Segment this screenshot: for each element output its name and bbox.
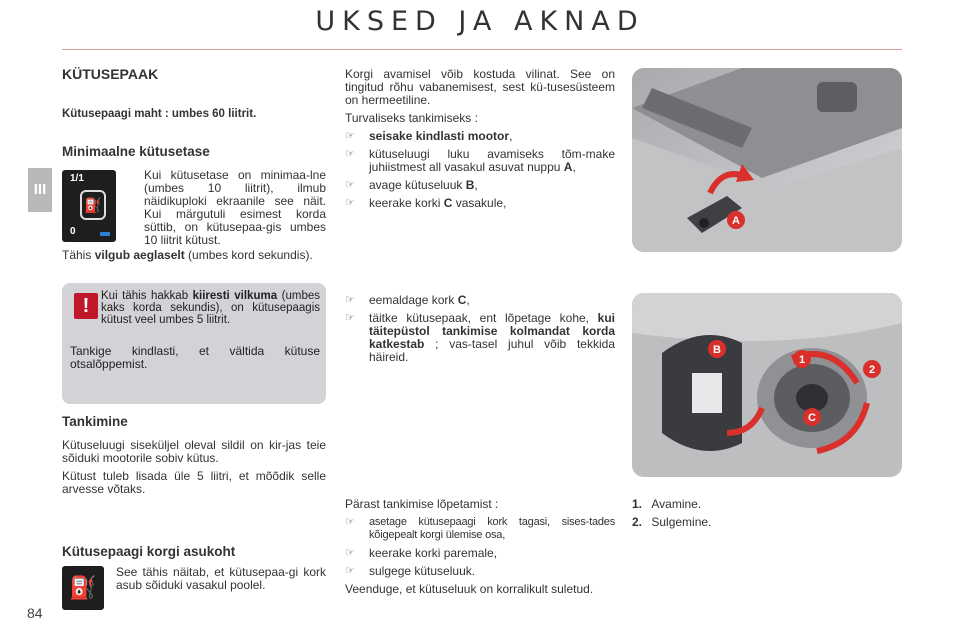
bullet-1-bold: seisake kindlasti mootor — [369, 129, 510, 143]
middle-column-bottom — [345, 498, 615, 601]
label-2: 2 — [868, 364, 876, 376]
list-text-1: Avamine. — [651, 497, 702, 511]
hand-pointer-icon: ☞ — [345, 312, 355, 324]
bullet-3-post: , — [474, 178, 478, 192]
list-item — [632, 513, 711, 531]
refuel-text — [62, 439, 326, 501]
min-level-title: Minimaalne kütusetase — [62, 144, 210, 159]
list-item — [345, 516, 615, 542]
bullet-5-pre: eemaldage kork — [369, 293, 458, 307]
list-item — [345, 565, 615, 578]
blink-post: (umbes kord sekundis). — [184, 248, 313, 262]
blink-pre: Tähis — [62, 248, 95, 262]
hand-pointer-icon: ☞ — [345, 294, 355, 306]
list-item — [345, 130, 615, 143]
warning-icon: ! — [74, 293, 98, 319]
blink-bold: vilgub aeglaselt — [94, 248, 185, 262]
fuel-pump-icon: ⛽ — [80, 190, 106, 220]
list-item — [345, 179, 615, 192]
refuel-paragraph-2: Kütust tuleb lisada üle 5 liitri, et mõõdik selle arvesse võtaks. — [62, 469, 326, 496]
warning-text-2: Tankige kindlasti, et vältida kütuse otsalõppemist. — [70, 344, 320, 371]
middle-column-top — [345, 68, 615, 215]
hand-pointer-icon: ☞ — [345, 148, 355, 160]
after-title: Pärast tankimise lõpetamist : — [345, 497, 499, 511]
list-num-1: 1. — [632, 497, 643, 511]
fuel-release-illustration — [632, 68, 902, 252]
label-1: 1 — [798, 354, 806, 366]
bullet-6-pre: täitke kütusepaak, ent lõpetage kohe, — [369, 311, 598, 325]
list-item — [345, 197, 615, 210]
bullet-5-bold: C — [457, 293, 467, 307]
note-pre: Kui tähis hakkab — [101, 290, 193, 302]
bullet-3-bold: B — [465, 178, 475, 192]
warning-text-1 — [101, 290, 320, 326]
bullet-5-post: , — [466, 293, 470, 307]
list-item — [632, 495, 711, 513]
hand-pointer-icon: ☞ — [345, 565, 355, 577]
cap-location-text: See tähis näitab, et kütusepaa-gi kork asub sõiduki vasakul poolel. — [116, 565, 326, 592]
fuel-release-photo — [632, 68, 902, 252]
list-item — [345, 312, 615, 364]
cap-location-title: Kütusepaagi korgi asukoht — [62, 544, 236, 559]
hand-pointer-icon: ☞ — [345, 516, 355, 528]
note-bold: kiiresti vilkuma — [192, 290, 278, 302]
label-a: A — [732, 215, 740, 227]
bullet-2-bold: A — [563, 160, 573, 174]
after-bullet-2: keerake korki paremale, — [369, 546, 498, 560]
label-c: C — [808, 412, 816, 424]
gauge-bottom-label: 0 — [70, 226, 76, 237]
middle-column-mid — [345, 294, 615, 369]
list-num-2: 2. — [632, 515, 643, 529]
fuel-cap-side-icon: ⛽ — [62, 566, 104, 610]
safe-title: Turvaliseks tankimiseks : — [345, 111, 478, 125]
bullet-4-bold: C — [443, 196, 453, 210]
list-text-2: Sulgemine. — [651, 515, 712, 529]
min-level-text: Kui kütusetase on minimaa-lne (umbes 10 liitrit), ilmub näidikuploki ekraanile see näit. Kui märgutuli esimest korda süttib, on kütusepaa-gis umbes 10 liitrit kütust. — [144, 168, 326, 247]
fuel-gauge-icon — [62, 170, 116, 242]
refuel-paragraph-1: Kütuseluugi siseküljel oleval sildil on kir-jas teie sõiduki mootorile sobiv kütus. — [62, 438, 326, 465]
bullet-2-pre: kütuseluugi luku avamiseks tõm-make juhiistmest all vasakul asuvat nuppu — [369, 147, 615, 174]
tank-capacity: Kütusepaagi maht : umbes 60 liitrit. — [62, 108, 257, 120]
bullet-4-post: vasakule, — [452, 196, 507, 210]
bullet-4-pre: keerake korki — [369, 196, 444, 210]
blink-text — [62, 249, 326, 262]
section-title: KÜTUSEPAAK — [62, 66, 159, 82]
bullet-6-bold: kui täitepüstol tankimise kolmandat korda katkestab — [369, 311, 615, 351]
fuel-cap-photo — [632, 293, 902, 477]
hand-pointer-icon: ☞ — [345, 547, 355, 559]
warning-note — [62, 283, 326, 404]
bullet-3-pre: avage kütuseluuk — [369, 178, 466, 192]
list-item — [345, 547, 615, 560]
fuel-cap-illustration — [632, 293, 902, 477]
hand-pointer-icon: ☞ — [345, 179, 355, 191]
bullet-6-post: ; vas-tasel juhul võib tekkida häireid. — [369, 337, 615, 364]
after-bullet-3: sulgege kütuseluuk. — [369, 564, 476, 578]
hand-pointer-icon: ☞ — [345, 130, 355, 142]
chapter-tab: III — [28, 168, 52, 212]
note-post: (umbes kaks korda sekundis), on kütusepaagis kütust veel umbes 5 liitrit. — [101, 290, 320, 326]
refuel-title: Tankimine — [62, 414, 128, 429]
final-note: Veenduge, et kütuseluuk on korralikult suletud. — [345, 582, 594, 596]
bullet-1-post: , — [509, 129, 513, 143]
gauge-top-label: 1/1 — [70, 173, 84, 184]
intro-text: Korgi avamisel võib kostuda vilinat. See on tingitud rõhu vabanemisest, sest kü-tusesüsteem on hermeetiline. — [345, 67, 615, 107]
after-bullet-1: asetage kütusepaagi kork tagasi, sises-tades kõigepealt korgi ülemise osa, — [369, 516, 615, 541]
gauge-low-bar — [100, 232, 110, 236]
hand-pointer-icon: ☞ — [345, 197, 355, 209]
page-title: UKSED JA AKNAD — [315, 6, 645, 37]
bullet-2-post: , — [572, 160, 576, 174]
numbered-list — [632, 495, 711, 531]
list-item — [345, 148, 615, 174]
label-b: B — [713, 344, 721, 356]
page-number: 84 — [27, 605, 43, 621]
list-item — [345, 294, 615, 307]
title-divider — [62, 49, 902, 50]
